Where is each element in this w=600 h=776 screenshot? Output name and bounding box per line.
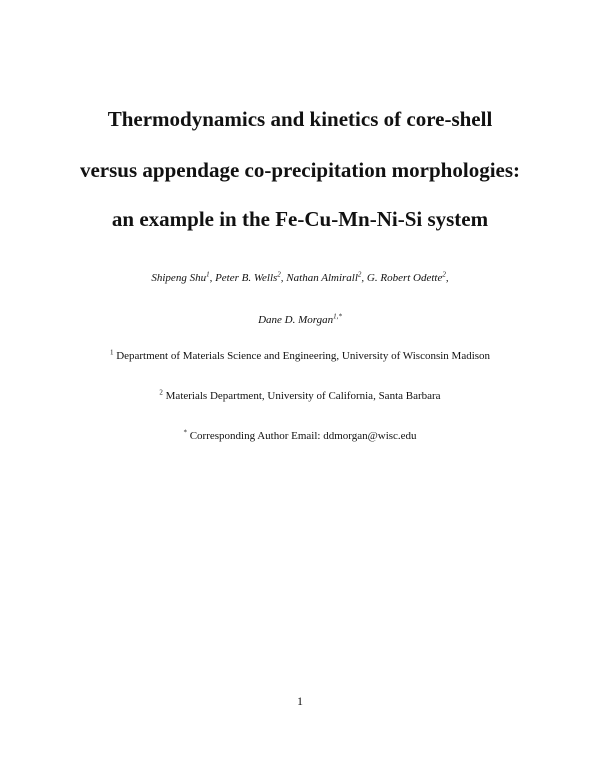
author-wells [215,272,286,284]
author-affiliation-mark: 2 [357,270,362,279]
author-separator: , [280,272,287,284]
author-name: Dane D. Morgan [258,314,334,326]
author-shu [151,272,215,284]
author-affiliation-mark: 1 [206,270,210,279]
affiliation-text: Department of Materials Science and Engineering, University of Wisconsin Madison [116,350,491,362]
author-list-line-2 [20,313,580,327]
title-line-3: an example in the Fe-Cu-Mn-Ni-Si system [111,207,489,231]
author-almirall [286,272,367,284]
author-affiliation-mark: 1,* [333,312,342,321]
author-separator: , [361,272,367,284]
title-line-2: versus appendage co-precipitation morphologies: [79,158,521,182]
author-name: G. Robert Odette [366,272,443,284]
author-name: Shipeng Shu [151,272,207,284]
author-separator: , [445,272,449,284]
title-line-1: Thermodynamics and kinetics of core-shell [107,107,493,131]
author-separator: , [209,272,216,284]
corresponding-mark: * [183,428,187,437]
affiliation-mark: 2 [159,388,163,397]
corresponding-email-text: Corresponding Author Email: ddmorgan@wisc.edu [189,430,417,442]
author-list-line-1 [20,271,580,285]
author-name: Nathan Almirall [286,272,358,284]
affiliation-2 [20,389,580,403]
affiliation-text: Materials Department, University of California, Santa Barbara [165,390,441,402]
author-odette [367,272,449,284]
corresponding-author [20,429,580,443]
author-morgan [258,314,342,326]
page-number: 1 [297,694,303,708]
affiliation-mark: 1 [109,348,114,357]
author-affiliation-mark: 2 [442,270,446,279]
affiliation-1 [20,349,580,363]
author-affiliation-mark: 2 [277,270,281,279]
author-name: Peter B. Wells [215,272,278,284]
